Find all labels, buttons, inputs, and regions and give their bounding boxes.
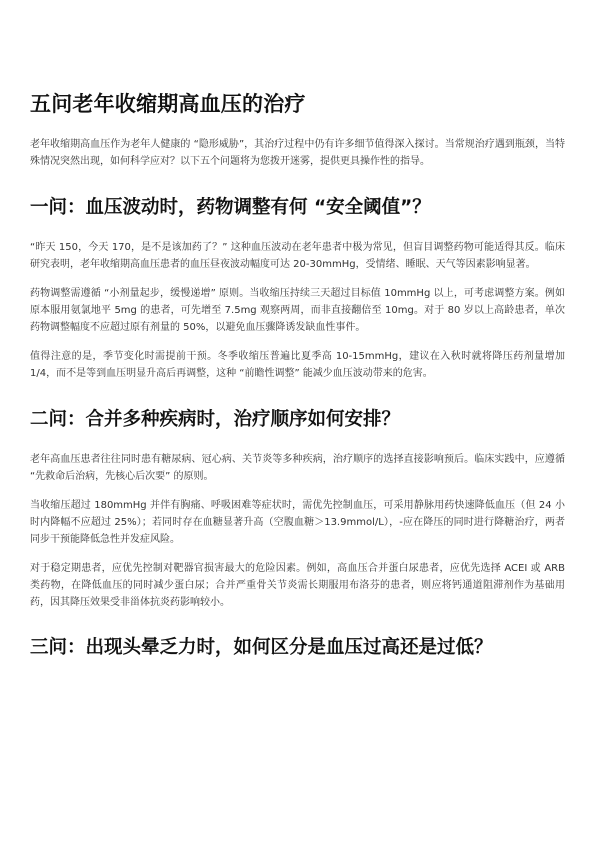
section-1-paragraph-3: 值得注意的是，季节变化时需提前干预。冬季收缩压普遍比夏季高 10-15mmHg，建议在入秋时就将降压药剂量增加 1/4，而不是等到血压明显升高后再调整，这种 “前瞻性调整” 能减少血压波动带来的危害。 xyxy=(30,351,565,379)
section-2-paragraph-3: 对于稳定期患者，应优先控制对靶器官损害最大的危险因素。例如，高血压合并蛋白尿患者，应优先选择 ACEI 或 ARB 类药物，在降低血压的同时减少蛋白尿；合并严重骨关节炎需长期服用布洛芬的患者，则应将钙通道阻滞剂作为基础用药，因其降压效果受非甾体抗炎药影响较小。 xyxy=(30,563,565,608)
document-title: 五问老年收缩期高血压的治疗 xyxy=(30,92,306,116)
section-1-paragraph-1: “昨天 150，今天 170，是不是该加药了？” 这种血压波动在老年患者中极为常见，但盲目调整药物可能适得其反。临床研究表明，老年收缩期高血压患者的血压昼夜波动幅度可达 20-30mmHg，受情绪、睡眠、天气等因素影响显著。 xyxy=(30,242,565,270)
section-2-heading: 二问：合并多种疾病时，治疗顺序如何安排？ xyxy=(30,409,401,430)
section-1-heading: 一问：血压波动时，药物调整有何 “安全阈值”？ xyxy=(30,197,431,218)
section-2-paragraph-1: 老年高血压患者往往同时患有糖尿病、冠心病、关节炎等多种疾病，治疗顺序的选择直接影响预后。临床实践中，应遵循 “先救命后治病，先核心后次要” 的原则。 xyxy=(30,454,565,482)
section-2-paragraph-2: 当收缩压超过 180mmHg 并伴有胸痛、呼吸困难等症状时，需优先控制血压，可采用静脉用药快速降低血压（但 24 小时内降幅不应超过 25%）；若同时存在血糖显著升高（空腹血糖＞13.9mmol/L），-应在降压的同时进行降糖治疗，两者同步干预能降低急性并发症风险。 xyxy=(30,500,565,545)
intro-paragraph: 老年收缩期高血压作为老年人健康的 “隐形威胁”，其治疗过程中仍有许多细节值得深入探讨。当常规治疗遇到瓶颈，当特殊情况突然出现，如何科学应对？以下五个问题将为您拨开迷雾，提供更具操作性的指导。 xyxy=(30,139,565,167)
section-1-paragraph-2: 药物调整需遵循 “小剂量起步，缓慢递增” 原则。当收缩压持续三天超过目标值 10mmHg 以上，可考虑调整方案。例如原本服用氨氯地平 5mg 的患者，可先增至 7.5mg 观察两周，而非直接翻倍至 10mg。对于 80 岁以上高龄患者，单次药物调整幅度不应超过原有剂量的 50%，以避免血压骤降诱发缺血性事件。 xyxy=(30,288,565,333)
section-3-heading: 三问：出现头晕乏力时，如何区分是血压过高还是过低？ xyxy=(30,637,493,658)
